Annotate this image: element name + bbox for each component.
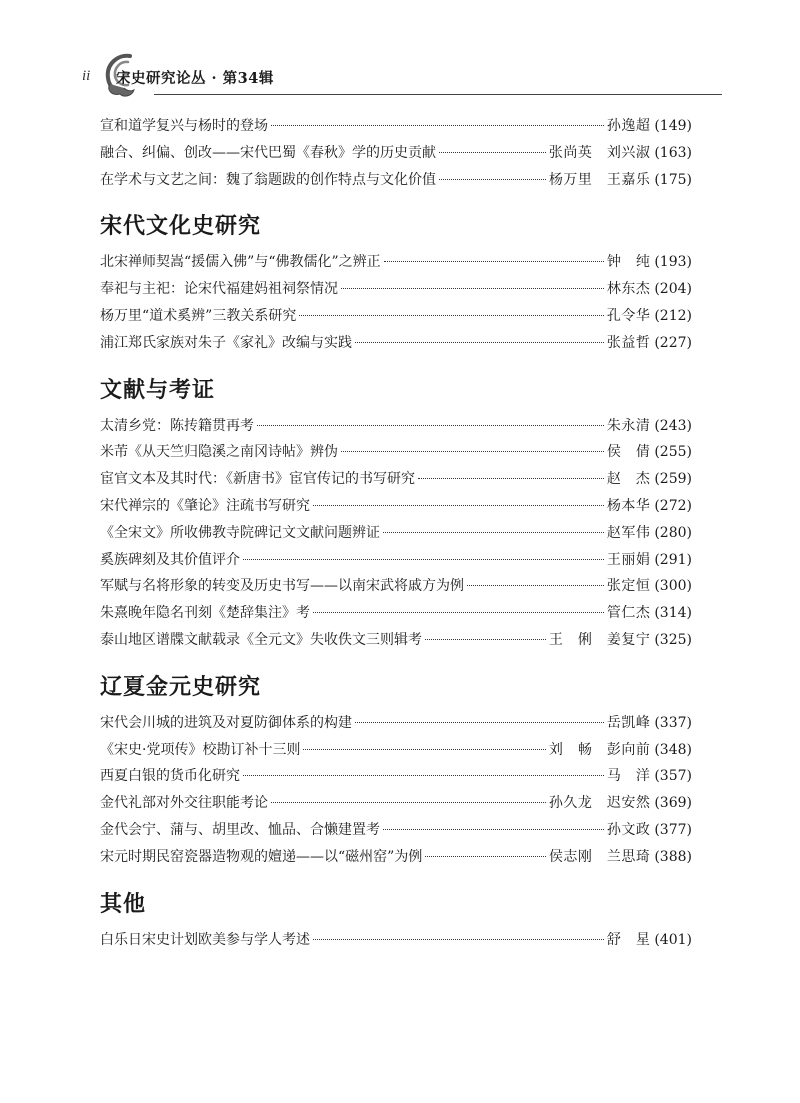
entry-title: 太清乡党：陈抟籍贯再考: [100, 417, 254, 434]
entry-page: (280): [654, 524, 692, 541]
table-of-contents: [100, 113, 692, 953]
toc-entry[interactable]: [100, 627, 692, 654]
entry-page: (314): [654, 605, 692, 622]
leading-entries: [100, 113, 692, 193]
dot-leader: [299, 315, 604, 316]
toc-entry[interactable]: [100, 303, 692, 330]
entry-page: (175): [654, 171, 692, 188]
dot-leader: [439, 179, 546, 180]
toc-entry[interactable]: [100, 249, 692, 276]
entry-author: 孙久龙 迟安然: [548, 795, 651, 812]
toc-entry[interactable]: [100, 466, 692, 493]
toc-entry[interactable]: [100, 140, 692, 167]
toc-entry[interactable]: [100, 844, 692, 871]
entry-author: 岳凯峰: [606, 714, 651, 731]
toc-section: [100, 371, 692, 654]
toc-entry[interactable]: [100, 763, 692, 790]
dot-leader: [355, 342, 604, 343]
entry-title: 融合、纠偏、创改——宋代巴蜀《春秋》学的历史贡献: [100, 144, 436, 161]
dot-leader: [439, 152, 546, 153]
entry-author: 孔令华: [606, 307, 651, 324]
dot-leader: [313, 612, 604, 613]
entry-author: 钟 纯: [606, 254, 651, 271]
dot-leader: [271, 125, 604, 126]
entry-author: 张尚英 刘兴淑: [548, 144, 651, 161]
dot-leader: [383, 829, 604, 830]
entry-title: 奚族碑刻及其价值评介: [100, 551, 240, 568]
dot-leader: [341, 451, 604, 452]
entry-page: (401): [654, 931, 692, 948]
entry-title: 宋代禅宗的《肇论》注疏书写研究: [100, 497, 310, 514]
entry-author: 朱永清: [606, 417, 651, 434]
toc-entry[interactable]: [100, 167, 692, 194]
dot-leader: [243, 559, 604, 560]
toc-entry[interactable]: [100, 330, 692, 357]
entry-title: 北宋禅师契嵩“援儒入佛”与“佛教儒化”之辨正: [100, 254, 381, 271]
page-number: ii: [82, 68, 91, 84]
entry-page: (300): [654, 578, 692, 595]
entry-page: (369): [654, 795, 692, 812]
entry-author: 张益哲: [606, 334, 651, 351]
entry-author: 王 俐 姜复宁: [548, 631, 651, 648]
entry-title: 杨万里“道术奚辨”三教关系研究: [100, 307, 297, 324]
toc-entry[interactable]: [100, 573, 692, 600]
section-heading: 其他: [100, 890, 147, 917]
entry-page: (291): [654, 551, 692, 568]
dot-leader: [355, 722, 604, 723]
entry-page: (388): [654, 848, 692, 865]
entry-title: 金代礼部对外交往职能考论: [100, 795, 268, 812]
entry-title: 军赋与名将形象的转变及历史书写——以南宋武将戚方为例: [100, 578, 464, 595]
entry-author: 侯 倩: [606, 444, 651, 461]
toc-section: [100, 668, 692, 871]
entry-page: (272): [654, 497, 692, 514]
toc-entry[interactable]: [100, 817, 692, 844]
toc-sections: [100, 207, 692, 953]
header-rule: [154, 94, 722, 95]
dot-leader: [383, 532, 604, 533]
entry-page: (243): [654, 417, 692, 434]
entry-author: 管仁杰: [606, 605, 651, 622]
entry-title: 在学术与文艺之间：魏了翁题跋的创作特点与文化价值: [100, 171, 436, 188]
section-heading: 辽夏金元史研究: [100, 673, 262, 700]
dot-leader: [425, 639, 546, 640]
entry-title: 泰山地区谱牒文献载录《全元文》失收佚文三则辑考: [100, 631, 422, 648]
toc-entry[interactable]: [100, 790, 692, 817]
entry-page: (337): [654, 714, 692, 731]
entry-title: 朱熹晚年隐名刊刻《楚辞集注》考: [100, 605, 310, 622]
entry-title: 宋代会川城的进筑及对夏防御体系的构建: [100, 714, 352, 731]
section-heading: 文献与考证: [100, 376, 216, 403]
entry-title: 宦官文本及其时代：《新唐书》宦官传记的书写研究: [100, 471, 415, 488]
entry-title: 米芾《从天竺归隐溪之南冈诗帖》辨伪: [100, 444, 338, 461]
entry-author: 孙逸超: [606, 118, 651, 134]
dot-leader: [467, 585, 604, 586]
entry-page: (357): [654, 768, 692, 785]
entry-author: 林东杰: [606, 281, 651, 298]
dot-leader: [243, 775, 604, 776]
toc-entry[interactable]: [100, 710, 692, 737]
entry-page: (227): [654, 334, 692, 351]
dot-leader: [425, 856, 546, 857]
entry-page: (348): [654, 741, 692, 758]
toc-entry[interactable]: [100, 547, 692, 574]
toc-entry[interactable]: [100, 413, 692, 440]
running-header: [82, 44, 722, 104]
entry-author: 侯志刚 兰思琦: [548, 848, 651, 865]
dot-leader: [341, 288, 604, 289]
entry-author: 杨本华: [606, 497, 651, 514]
entry-author: 赵军伟: [606, 524, 651, 541]
toc-entry[interactable]: [100, 520, 692, 547]
toc-entry[interactable]: [100, 600, 692, 627]
entry-page: (149): [654, 118, 692, 134]
toc-entry[interactable]: [100, 927, 692, 954]
entry-author: 王丽娟: [606, 551, 651, 568]
dot-leader: [303, 749, 545, 750]
entry-author: 杨万里 王嘉乐: [548, 171, 651, 188]
toc-section: [100, 207, 692, 356]
entry-title: 白乐日宋史计划欧美参与学人考述: [100, 931, 310, 948]
dot-leader: [418, 478, 604, 479]
entry-author: 赵 杰: [606, 471, 651, 488]
series-title: 宋史研究论丛 · 第34辑: [116, 70, 274, 87]
dot-leader: [313, 939, 604, 940]
dot-leader: [271, 802, 546, 803]
entry-page: (325): [654, 631, 692, 648]
entry-page: (204): [654, 281, 692, 298]
toc-entry[interactable]: [100, 113, 692, 140]
dot-leader: [384, 261, 604, 262]
toc-section: [100, 885, 692, 954]
entry-author: 刘 畅 彭向前: [548, 741, 651, 758]
entry-title: 西夏白银的货币化研究: [100, 768, 240, 785]
entry-title: 浦江郑氏家族对朱子《家礼》改编与实践: [100, 334, 352, 351]
toc-entry[interactable]: [100, 493, 692, 520]
dot-leader: [313, 505, 604, 506]
toc-entry[interactable]: [100, 737, 692, 764]
entry-page: (163): [654, 144, 692, 161]
entry-title: 奉祀与主祀：论宋代福建妈祖祠祭情况: [100, 281, 338, 298]
entry-author: 舒 星: [606, 931, 651, 948]
entry-title: 《宋史·党项传》校勘订补十三则: [100, 741, 301, 758]
entry-author: 马 洋: [606, 768, 651, 785]
entry-page: (212): [654, 307, 692, 324]
entry-page: (259): [654, 471, 692, 488]
entry-title: 《全宋文》所收佛教寺院碑记文文献问题辨证: [100, 524, 380, 541]
entry-title: 金代会宁、蒲与、胡里改、恤品、合懒建置考: [100, 821, 380, 838]
dot-leader: [257, 425, 604, 426]
entry-title: 宣和道学复兴与杨时的登场: [100, 118, 268, 134]
entry-page: (193): [654, 254, 692, 271]
entry-author: 张定恒: [606, 578, 651, 595]
toc-entry[interactable]: [100, 439, 692, 466]
entry-author: 孙文政: [606, 821, 651, 838]
entry-page: (377): [654, 821, 692, 838]
toc-entry[interactable]: [100, 276, 692, 303]
entry-page: (255): [654, 444, 692, 461]
section-heading: 宋代文化史研究: [100, 213, 262, 240]
entry-title: 宋元时期民窑瓷器造物观的嬗递——以“磁州窑”为例: [100, 848, 423, 865]
